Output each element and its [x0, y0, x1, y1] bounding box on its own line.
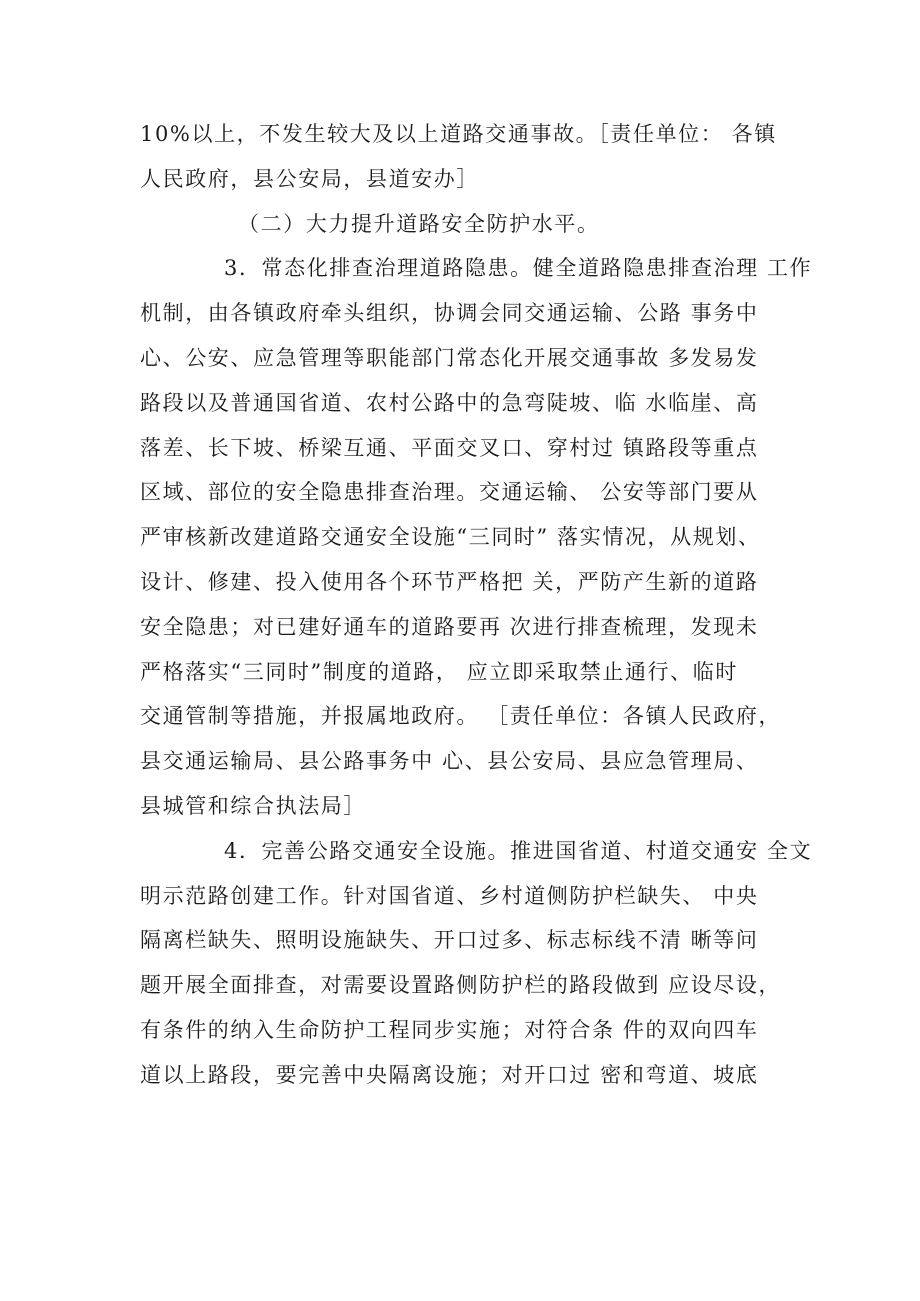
text-line: 道以上路段，要完善中央隔离设施；对开口过 密和弯道、坡底: [140, 1062, 759, 1087]
paragraph-4-first-line: 4．完善公路交通安全设施。推进国省道、村道交通安 全文: [224, 838, 813, 863]
text-line: 交通管制等措施，并报属地政府。 ［责任单位：各镇人民政府，: [140, 704, 782, 729]
text-line: 落差、长下坡、桥梁互通、平面交叉口、穿村过 镇路段等重点: [140, 435, 759, 460]
text-line: 人民政府，县公安局，县道安办］: [140, 166, 479, 191]
text-line: 机制，由各镇政府牵头组织，协调会同交通运输、公路 事务中: [140, 301, 759, 326]
text-line: 区域、部位的安全隐患排查治理。交通运输、 公安等部门要从: [140, 480, 759, 505]
text-line: 严审核新改建道路交通安全设施“三同时” 落实情况，从规划、: [140, 525, 761, 550]
document-body: [140, 112, 813, 1098]
paragraph-3-first-line: 3．常态化排查治理道路隐患。健全道路隐患排查治理 工作: [224, 256, 813, 281]
text-line: 安全隐患；对已建好通车的道路要再 次进行排查梳理，发现未: [140, 614, 759, 639]
text-line: 心、公安、应急管理等职能部门常态化开展交通事故 多发易发: [140, 345, 759, 370]
section-heading: （二）大力提升道路安全防护水平。: [238, 211, 600, 236]
text-line: 路段以及普通国省道、农村公路中的急弯陡坡、临 水临崖、高: [140, 390, 759, 415]
text-line: 题开展全面排查，对需要设置路侧防护栏的路段做到 应设尽设，: [140, 973, 782, 998]
text-line: 严格落实“三同时”制度的道路， 应立即采取禁止通行、临时: [140, 659, 738, 684]
text-line: 隔离栏缺失、照明设施缺失、开口过多、标志标线不清 晰等问: [140, 928, 759, 953]
text-line: 县交通运输局、县公路事务中 心、县公安局、县应急管理局、: [140, 749, 759, 774]
text-line: 有条件的纳入生命防护工程同步实施；对符合条 件的双向四车: [140, 1017, 759, 1042]
text-line: 设计、修建、投入使用各个环节严格把 关，严防产生新的道路: [140, 569, 759, 594]
text-line: 明示范路创建工作。针对国省道、乡村道侧防护栏缺失、 中央: [140, 883, 759, 908]
text-line: 10%以上，不发生较大及以上道路交通事故。［责任单位： 各镇: [140, 122, 777, 146]
text-line: 县城管和综合执法局］: [140, 793, 366, 818]
